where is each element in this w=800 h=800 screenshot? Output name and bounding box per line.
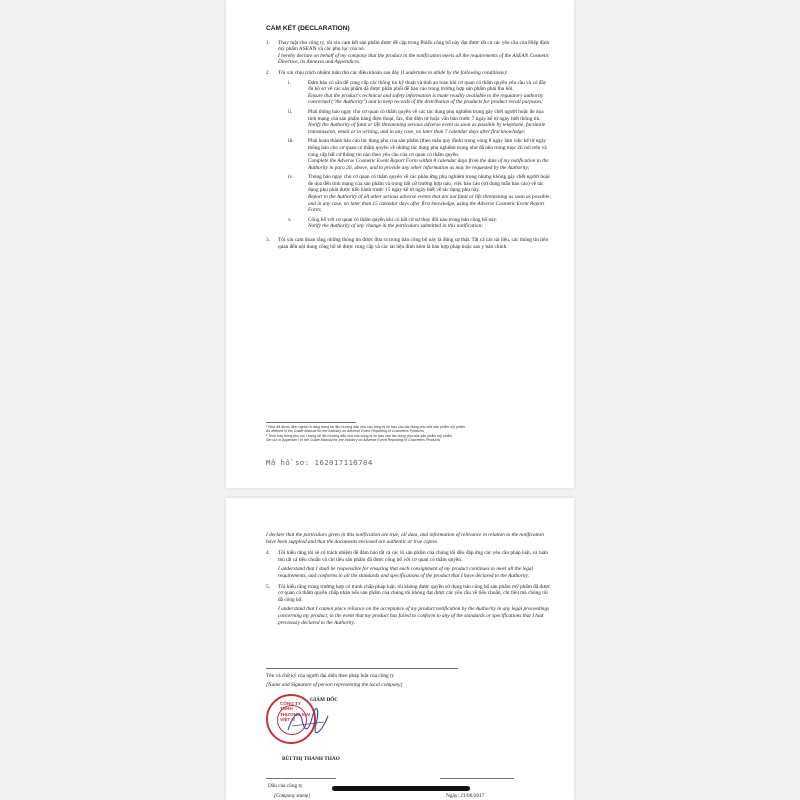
company-stamp-label-en: [Company stamp] (274, 794, 311, 799)
condition-item: iv. Thông báo ngay cho cơ quan có thẩm quyền về các phản ứng phụ nghiêm trọng nhưng không gây chết người hoặc đe dọa đến tính mạng của sản phẩm và trong bất cứ trường hợp nào, việc báo cáo (sử dụng mẫu báo cáo) về tác dụng phụ phải được tiến hành trước 15 ngày kể từ ngày biết về tác dụng phụ này. Report to the Authority of all other serious adverse events that are not fatal or life threatening as soon as possible, and in any case, no later than 15 calendar days after first knowledge, using the Adverse Cosmetic Event Report Form; (288, 174, 551, 214)
director-title: GIÁM ĐỐC (310, 697, 339, 703)
intro-text-en: I declare that the particulars given in this notification are true; all data, and information of relevance in relation to the notification have been supplied and that the documents enclosed are authentic or true copies. (266, 532, 544, 545)
signatory-label-en: [Name and Signature of person representing the local company] (266, 682, 403, 688)
condition-item: iii. Phải hoàn thành báo cáo tác dụng phụ của sản phẩm (theo mẫu quy định) trong vòng 8 ngày làm việc kể từ ngày thông báo cho cơ quan có thẩm quyền về những tác dụng phụ nghiêm trọng như đã nêu trong mục 2ii nói trên và cung cấp bất cứ thông tin nào theo yêu cầu của cơ quan có thẩm quyền. Complete the Adverse Cosmetic Event Report Form within 8 calendar days from the date of my notification to the Authority in para 2ii. above, and to provide any other information as may be requested by the Authority; (288, 138, 549, 171)
footnote-divider (266, 422, 356, 423)
item-text-en: (I undertake to abide by the following conditions): (400, 69, 508, 76)
declaration-content (266, 26, 552, 254)
declaration-item-5: 5. Tôi hiểu rằng trong trường hợp có tranh chấp pháp luật, tôi không được quyền sử dụng bản công bố sản phẩm mỹ phẩm đã được cơ quan có thẩm quyền chấp nhận nếu sản phẩm của chúng tôi không đạt được các yêu cầu về tiêu chuẩn, chỉ tiêu mà chúng tôi đã công bố. I understand that I cannot place reliance on the acceptance of my product notification by the Authority in any legal proceedings concerning my product, in the event that my product has failed to conform to any of the standards or specifications that I had previously declared to the Authority. (266, 583, 551, 626)
declaration-item-2: 2. Tôi xin chịu trách nhiệm tuân thủ các điều khoản sau đây (I undertake to abide by the following conditions): i. Đảm bảo có sẵn để cung cấp các thông tin kỹ thuật và tính an toàn khi cơ quan có thẩm quyền yêu cầu và có đầy đủ hồ sơ về các sản phẩm đã được phân phối để báo cáo trong trường hợp sản phẩm phải thu hồi. Ensure that the product's technical and safety information is made readily available to the regulatory authority concerned ("the Authority") and to keep records of the distribution of the products for product recall purposes; ii. Phải thông báo ngay cho cơ quan có thẩm quyền về các tác dụng phụ nghiêm trọng gây chết người hoặc đe dọa tính mạng của sản phẩm bằng điện thoại, fax, thư điện tử hoặc văn bản trước 7 ngày kể từ ngày biết thông tin. Notify the Authority of fatal or life threatening serious adverse event as soon as possible by telephone, facsimile transmission, email or in writing, and in any case, no later than 7 calendar days after first knowledge; iii. Phải hoàn thành báo cáo tác dụng phụ của sản phẩm (theo mẫu quy định) trong vòng 8 ngày làm việc kể từ ngày thông báo cho cơ quan có thẩm quyền về những tác dụng phụ nghiêm trọng như đã nêu trong mục 2ii nói trên và cung cấp bất cứ thông tin nào theo yêu cầu của cơ quan có thẩm quyền. Complete the Adverse Cosmetic Event Report Form within 8 calendar days from the date of my notification to the Authority in para 2ii. above, and to provide any other information as may be requested by the Authority; iv. Thông báo ngay cho cơ quan có thẩm quyền về các phản ứng phụ nghiêm trọng nhưng không gây chết người hoặc đe dọa đến tính mạng của sản phẩm và trong bất cứ trường hợp nào, việc báo cáo (sử dụng mẫu báo cáo) về tác dụng phụ phải được tiến hành trước 15 ngày kể từ ngày biết về tác dụng phụ này. Report to the Authority of all other serious adverse events that are not fatal or life threatening as soon as possible, and in any case, no later than 15 calendar days after first knowledge, using the Adverse Cosmetic Event Report Form; v. Công bố với cơ quan có thẩm quyền khi có bất cứ sự thay đổi nào trong bản công bố này. Notify the Authority of any change in the particulars submitted in this notification; (266, 69, 551, 230)
date-divider (440, 778, 514, 779)
item-text-vi: Tôi xin cam đoan rằng những thông tin được đưa ra trong bản công bố này là đúng sự thật. Tất cả các tài liệu, các thông tin liên quan đến nội dung công bố sẽ được cung cấp và các tài liệu đính kèm là bản hợp pháp hoặc sao y bản chính. (278, 237, 549, 250)
signatory-label-vi: Tên và chữ ký của người đại diện theo pháp luật của công ty (266, 673, 395, 679)
seal-lettering: CÔNG TY TNHH THƯƠNG MẠI VIỆT N (280, 701, 311, 723)
document-page-2 (226, 498, 574, 800)
condition-item: ii. Phải thông báo ngay cho cơ quan có thẩm quyền về các tác dụng phụ nghiêm trọng gây chết người hoặc đe dọa tính mạng của sản phẩm bằng điện thoại, fax, thư điện tử hoặc văn bản trước 7 ngày kể từ ngày biết thông tin. Notify the Authority of fatal or life threatening serious adverse event as soon as possible by telephone, facsimile transmission, email or in writing, and in any case, no later than 7 calendar days after first knowledge; (288, 108, 546, 135)
item-text-vi: Thay mặt cho công ty, tôi xin cam kết sản phẩm được đề cập trong Phiếu công bố này đạt được tất cả các yêu cầu của Hiệp định mỹ phẩm ASEAN và các phụ lục của nó. (278, 39, 550, 53)
signature-divider (266, 668, 458, 669)
home-indicator[interactable] (332, 786, 470, 791)
item-text-en: I hereby declare on behalf of my company that the product in the notification meets all the requirements of the ASEAN Cosmetic Directive, its Annexes and Appendices. (278, 52, 550, 66)
declaration-item-3: 3. Tôi xin cam đoan rằng những thông tin được đưa ra trong bản công bố này là đúng sự thật. Tất cả các tài liệu, các thông tin liên quan đến nội dung công bố sẽ được cung cấp và các tài liệu đính kèm là bản hợp pháp hoặc sao y bản chính. (266, 237, 552, 250)
declaration-item-1: 1. Thay mặt cho công ty, tôi xin cam kết sản phẩm được đề cập trong Phiếu công bố này đạt được tất cả các yêu cầu của Hiệp định mỹ phẩm ASEAN và các phụ lục của nó. I hereby declare on behalf of my company that the product in the notification meets all the requirements of the ASEAN Cosmetic Directive, its Annexes and Appendices. (266, 40, 552, 66)
handwritten-signature-icon (286, 706, 330, 736)
footnotes: ¹ Như đã được định nghĩa rõ ràng trong tài liệu hướng dẫn cho các công ty về báo cáo tác dụng phụ của sản phẩm mỹ phẩm. As defined in the Guide Manual for the Industry on Adverse Event Reporting of Cosmetics Products ² Trình bày trong phụ lục I trong tài liệu hướng dẫn cho các công ty về báo cáo tác dụng phụ của sản phẩm mỹ phẩm. Set out in Appendix I to the Guide Manual for the Industry on Adverse Event Reporting of Cosmetics Products (266, 425, 466, 443)
condition-item: v. Công bố với cơ quan có thẩm quyền khi có bất cứ sự thay đổi nào trong bản công bố này. Notify the Authority of any change in the particulars submitted in this notification; (288, 216, 498, 230)
declaration-content-continued (266, 532, 552, 630)
document-page-1 (226, 0, 574, 488)
dossier-number: Mã hồ sơ: 162017116784 (266, 458, 373, 467)
condition-item: i. Đảm bảo có sẵn để cung cấp các thông tin kỹ thuật và tính an toàn khi cơ quan có thẩm quyền yêu cầu và có đầy đủ hồ sơ về các sản phẩm đã được phân phối để báo cáo trong trường hợp sản phẩm phải thu hồi. Ensure that the product's technical and safety information is made readily available to the regulatory authority concerned ("the Authority") and to keep records of the distribution of the products for product recall purposes; (288, 79, 547, 106)
stamp-divider (266, 778, 336, 779)
company-stamp-label: Dấu của công ty (268, 783, 303, 789)
signer-name: BÙI THỊ THANH THẢO (282, 756, 340, 762)
item-text-vi: Tôi xin chịu trách nhiệm tuân thủ các điều khoản sau đây (278, 69, 400, 76)
declaration-heading: CAM KẾT (DECLARATION) (266, 25, 350, 32)
declaration-date: Ngày: 21/06/2017 (446, 793, 485, 799)
declaration-item-4: 4. Tôi hiểu rằng tôi sẽ có trách nhiệm để đảm bảo tất cả các lô sản phẩm của chúng tôi đều đáp ứng các yêu cầu pháp luật, và tuân thủ tất cả tiêu chuẩn và chỉ tiêu sản phẩm đã được công bố với cơ quan có thẩm quyền. I understand that I shall be responsible for ensuring that each consignment of my product continues to meet all the legal requirements, and conforms to all the standards and specifications of the product that I have declared to the Authority. (266, 550, 548, 579)
